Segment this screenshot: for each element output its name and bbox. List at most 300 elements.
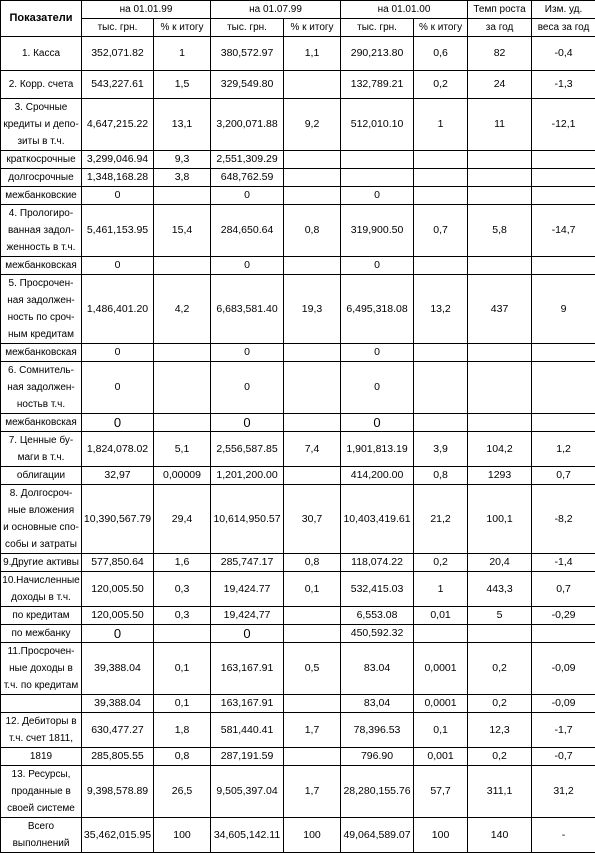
- growth: 82: [468, 37, 532, 71]
- row-label: [1, 187, 82, 205]
- pct-3: 0,7: [414, 205, 468, 257]
- value-2: 0: [211, 414, 284, 432]
- table-row: [1, 818, 595, 853]
- growth: [468, 344, 532, 362]
- row-label: [1, 818, 82, 853]
- pct-3: 3,9: [414, 432, 468, 467]
- value-1: 0: [82, 257, 154, 275]
- value-1: 1,824,078.02: [82, 432, 154, 467]
- value-3: 319,900.50: [341, 205, 414, 257]
- pct-1: 0,3: [154, 572, 211, 607]
- value-3: 414,200.00: [341, 467, 414, 485]
- header-per-year: за год: [468, 19, 532, 37]
- row-label-line: 11.Просрочен-: [2, 643, 80, 660]
- pct-2: 1,1: [284, 37, 341, 71]
- change: [532, 257, 595, 275]
- value-1: 120,005.50: [82, 572, 154, 607]
- pct-1: 0,00009: [154, 467, 211, 485]
- pct-2: 100: [284, 818, 341, 853]
- pct-3: 57,7: [414, 766, 468, 818]
- row-label: [1, 748, 82, 766]
- change: 0,7: [532, 467, 595, 485]
- value-2: 329,549.80: [211, 71, 284, 99]
- growth: 0,2: [468, 695, 532, 713]
- row-label-line: ная задолжен-: [2, 292, 80, 309]
- pct-1: 1,5: [154, 71, 211, 99]
- pct-2: [284, 467, 341, 485]
- row-label: [1, 713, 82, 748]
- value-2: 163,167.91: [211, 695, 284, 713]
- pct-2: 19,3: [284, 275, 341, 344]
- row-label-line: т.ч. по кредитам: [2, 677, 80, 694]
- pct-1: 1,8: [154, 713, 211, 748]
- value-1: 0: [82, 414, 154, 432]
- row-label: [1, 205, 82, 257]
- growth: 11: [468, 99, 532, 151]
- growth: 100,1: [468, 485, 532, 554]
- row-label: [1, 607, 82, 625]
- value-3: 290,213.80: [341, 37, 414, 71]
- row-label: [1, 554, 82, 572]
- change: [532, 169, 595, 187]
- row-label-line: межбанковская: [2, 344, 80, 361]
- row-label-line: 4. Прологиро-: [2, 205, 80, 222]
- value-2: 285,747.17: [211, 554, 284, 572]
- value-1: 543,227.61: [82, 71, 154, 99]
- value-1: 630,477.27: [82, 713, 154, 748]
- pct-1: [154, 257, 211, 275]
- pct-1: [154, 187, 211, 205]
- row-label-line: 2. Корр. счета: [2, 76, 80, 93]
- header-unit-3: тыс. грн.: [341, 19, 414, 37]
- pct-2: [284, 695, 341, 713]
- value-3: 6,495,318.08: [341, 275, 414, 344]
- growth: 5: [468, 607, 532, 625]
- value-2: 0: [211, 257, 284, 275]
- pct-3: [414, 169, 468, 187]
- table-row: [1, 169, 595, 187]
- row-label-line: межбанковская: [2, 257, 80, 274]
- table-row: [1, 257, 595, 275]
- pct-3: 100: [414, 818, 468, 853]
- value-3: [341, 151, 414, 169]
- pct-1: 3,8: [154, 169, 211, 187]
- header-change: Изм. уд.: [532, 1, 595, 19]
- change: 9: [532, 275, 595, 344]
- value-1: 39,388.04: [82, 695, 154, 713]
- change: -14,7: [532, 205, 595, 257]
- row-label: [1, 485, 82, 554]
- pct-3: 21,2: [414, 485, 468, 554]
- pct-3: 0,01: [414, 607, 468, 625]
- table-row: [1, 766, 595, 818]
- pct-2: 9,2: [284, 99, 341, 151]
- pct-1: 1,6: [154, 554, 211, 572]
- growth: [468, 414, 532, 432]
- pct-1: 9,3: [154, 151, 211, 169]
- change: -0,09: [532, 643, 595, 695]
- value-1: 0: [82, 187, 154, 205]
- table-row: [1, 37, 595, 71]
- value-2: 648,762.59: [211, 169, 284, 187]
- pct-2: [284, 344, 341, 362]
- growth: 140: [468, 818, 532, 853]
- pct-3: 0,8: [414, 467, 468, 485]
- table-row: [1, 607, 595, 625]
- row-label-line: 10.Начисленные: [2, 572, 80, 589]
- header-pct-2: % к итогу: [284, 19, 341, 37]
- change: [532, 344, 595, 362]
- change: -12,1: [532, 99, 595, 151]
- pct-3: [414, 151, 468, 169]
- pct-2: [284, 257, 341, 275]
- header-growth: Темп роста: [468, 1, 532, 19]
- value-1: 1,486,401.20: [82, 275, 154, 344]
- header-period-3: на 01.01.00: [341, 1, 468, 19]
- value-1: 0: [82, 344, 154, 362]
- table-row: [1, 713, 595, 748]
- pct-3: [414, 344, 468, 362]
- pct-3: 0,001: [414, 748, 468, 766]
- pct-1: 26,5: [154, 766, 211, 818]
- pct-1: [154, 625, 211, 643]
- row-label-line: 1819: [2, 748, 80, 765]
- pct-3: 0,0001: [414, 695, 468, 713]
- header-pct-3: % к итогу: [414, 19, 468, 37]
- table-row: [1, 414, 595, 432]
- row-label-line: своей системе: [2, 800, 80, 817]
- pct-3: [414, 257, 468, 275]
- table-body: [1, 37, 595, 853]
- growth: [468, 169, 532, 187]
- row-label-line: 13. Ресурсы,: [2, 766, 80, 783]
- value-1: 577,850.64: [82, 554, 154, 572]
- row-label-line: 1. Касса: [2, 45, 80, 62]
- value-2: 380,572.97: [211, 37, 284, 71]
- row-label: [1, 362, 82, 414]
- pct-1: [154, 414, 211, 432]
- header-unit-1: тыс. грн.: [82, 19, 154, 37]
- change: [532, 187, 595, 205]
- value-2: 163,167.91: [211, 643, 284, 695]
- value-2: 19,424,77: [211, 607, 284, 625]
- table-row: [1, 554, 595, 572]
- row-label: [1, 151, 82, 169]
- pct-1: 4,2: [154, 275, 211, 344]
- header-indicators: Показатели: [1, 1, 82, 37]
- table-row: [1, 432, 595, 467]
- pct-3: 0,1: [414, 713, 468, 748]
- pct-3: 0,6: [414, 37, 468, 71]
- value-3: 796.90: [341, 748, 414, 766]
- growth: 443,3: [468, 572, 532, 607]
- pct-2: [284, 169, 341, 187]
- value-2: 0: [211, 344, 284, 362]
- pct-2: 1,7: [284, 713, 341, 748]
- value-1: 120,005.50: [82, 607, 154, 625]
- value-3: 78,396.53: [341, 713, 414, 748]
- value-3: 0: [341, 187, 414, 205]
- row-label-line: 3. Срочные: [2, 99, 80, 116]
- change: 0,7: [532, 572, 595, 607]
- value-3: 132,789.21: [341, 71, 414, 99]
- table-row: [1, 748, 595, 766]
- growth: 311,1: [468, 766, 532, 818]
- pct-2: [284, 71, 341, 99]
- table-row: [1, 344, 595, 362]
- row-label: [1, 99, 82, 151]
- row-label: [1, 71, 82, 99]
- value-2: 2,556,587.85: [211, 432, 284, 467]
- row-label: [1, 695, 82, 713]
- pct-2: 0,8: [284, 554, 341, 572]
- row-label: [1, 275, 82, 344]
- value-1: 3,299,046.94: [82, 151, 154, 169]
- value-1: 35,462,015.95: [82, 818, 154, 853]
- pct-3: 1: [414, 572, 468, 607]
- pct-1: 15,4: [154, 205, 211, 257]
- value-2: 19,424.77: [211, 572, 284, 607]
- pct-1: 13,1: [154, 99, 211, 151]
- row-label-line: ная задолжен-: [2, 379, 80, 396]
- row-label-line: по межбанку: [2, 625, 80, 642]
- growth: [468, 625, 532, 643]
- pct-2: 0,5: [284, 643, 341, 695]
- row-label-line: проданные в: [2, 783, 80, 800]
- table-row: [1, 362, 595, 414]
- value-3: 0: [341, 414, 414, 432]
- value-2: 10,614,950.57: [211, 485, 284, 554]
- table-row: [1, 205, 595, 257]
- table-row: [1, 643, 595, 695]
- row-label-line: и основные спо-: [2, 519, 80, 536]
- row-label: [1, 169, 82, 187]
- table-row: [1, 151, 595, 169]
- value-3: 1,901,813.19: [341, 432, 414, 467]
- pct-2: [284, 151, 341, 169]
- change: -: [532, 818, 595, 853]
- value-2: 2,551,309.29: [211, 151, 284, 169]
- table-row: [1, 275, 595, 344]
- row-label-line: ные доходы в: [2, 660, 80, 677]
- pct-2: 1,7: [284, 766, 341, 818]
- pct-1: [154, 362, 211, 414]
- change: [532, 414, 595, 432]
- pct-3: 0,2: [414, 71, 468, 99]
- value-1: 4,647,215.22: [82, 99, 154, 151]
- row-label: [1, 432, 82, 467]
- row-label: [1, 414, 82, 432]
- row-label-line: 9.Другие активы: [2, 554, 80, 571]
- pct-2: [284, 187, 341, 205]
- value-2: 581,440.41: [211, 713, 284, 748]
- value-1: 5,461,153.95: [82, 205, 154, 257]
- pct-1: 0,8: [154, 748, 211, 766]
- row-label: [1, 37, 82, 71]
- row-label: [1, 467, 82, 485]
- row-label-line: ванная задол-: [2, 222, 80, 239]
- growth: [468, 151, 532, 169]
- value-1: 352,071.82: [82, 37, 154, 71]
- change: [532, 625, 595, 643]
- row-label-line: межбанковские: [2, 187, 80, 204]
- row-label-line: доходы в т.ч.: [2, 589, 80, 606]
- value-1: 9,398,578.89: [82, 766, 154, 818]
- pct-1: 1: [154, 37, 211, 71]
- row-label-line: кредиты и депо-: [2, 116, 80, 133]
- growth: 5,8: [468, 205, 532, 257]
- change: [532, 151, 595, 169]
- pct-3: 0,0001: [414, 643, 468, 695]
- change: -0,7: [532, 748, 595, 766]
- pct-3: [414, 362, 468, 414]
- value-3: 450,592.32: [341, 625, 414, 643]
- growth: [468, 362, 532, 414]
- change: -1,4: [532, 554, 595, 572]
- row-label-line: межбанковская: [2, 414, 80, 431]
- table-row: [1, 572, 595, 607]
- pct-1: 0,3: [154, 607, 211, 625]
- pct-3: [414, 414, 468, 432]
- value-2: 6,683,581.40: [211, 275, 284, 344]
- value-3: 532,415.03: [341, 572, 414, 607]
- growth: 0,2: [468, 643, 532, 695]
- row-label-line: 12. Дебиторы в: [2, 713, 80, 730]
- row-label-line: зиты в т.ч.: [2, 133, 80, 150]
- row-label: [1, 257, 82, 275]
- pct-2: 30,7: [284, 485, 341, 554]
- value-3: 512,010.10: [341, 99, 414, 151]
- table-row: [1, 625, 595, 643]
- value-2: 0: [211, 362, 284, 414]
- value-2: 0: [211, 625, 284, 643]
- value-3: 6,553.08: [341, 607, 414, 625]
- table-row: [1, 485, 595, 554]
- header-period-2: на 01.07.99: [211, 1, 341, 19]
- pct-3: [414, 187, 468, 205]
- row-label: [1, 344, 82, 362]
- value-2: 34,605,142.11: [211, 818, 284, 853]
- value-2: 284,650.64: [211, 205, 284, 257]
- value-2: 3,200,071.88: [211, 99, 284, 151]
- row-label-line: 6. Сомнитель-: [2, 362, 80, 379]
- value-2: 1,201,200.00: [211, 467, 284, 485]
- pct-2: [284, 625, 341, 643]
- change: 1,2: [532, 432, 595, 467]
- value-1: 10,390,567.79: [82, 485, 154, 554]
- row-label: [1, 625, 82, 643]
- row-label-line: Всего: [2, 818, 80, 835]
- value-1: 0: [82, 625, 154, 643]
- growth: 1293: [468, 467, 532, 485]
- value-3: 0: [341, 362, 414, 414]
- row-label-line: женность в т.ч.: [2, 239, 80, 256]
- growth: 20,4: [468, 554, 532, 572]
- value-2: 287,191.59: [211, 748, 284, 766]
- row-label-line: ность по сроч-: [2, 309, 80, 326]
- table-row: [1, 99, 595, 151]
- pct-1: 100: [154, 818, 211, 853]
- value-3: 49,064,589.07: [341, 818, 414, 853]
- growth: 12,3: [468, 713, 532, 748]
- growth: [468, 257, 532, 275]
- value-1: 0: [82, 362, 154, 414]
- change: -0,09: [532, 695, 595, 713]
- value-3: 83.04: [341, 643, 414, 695]
- pct-2: [284, 362, 341, 414]
- table-row: [1, 187, 595, 205]
- row-label-line: краткосрочные: [2, 151, 80, 168]
- row-label-line: маги в т.ч.: [2, 449, 80, 466]
- row-label-line: долгосрочные: [2, 169, 80, 186]
- change: [532, 362, 595, 414]
- pct-2: 7,4: [284, 432, 341, 467]
- row-label-line: выполнений: [2, 835, 80, 852]
- row-label-line: по кредитам: [2, 607, 80, 624]
- value-2: 9,505,397.04: [211, 766, 284, 818]
- row-label: [1, 766, 82, 818]
- row-label-line: ные вложения: [2, 502, 80, 519]
- table-row: [1, 695, 595, 713]
- value-1: 285,805.55: [82, 748, 154, 766]
- growth: 104,2: [468, 432, 532, 467]
- value-3: 0: [341, 257, 414, 275]
- growth: 437: [468, 275, 532, 344]
- header-pct-1: % к итогу: [154, 19, 211, 37]
- header-unit-2: тыс. грн.: [211, 19, 284, 37]
- pct-3: 1: [414, 99, 468, 151]
- pct-3: 0,2: [414, 554, 468, 572]
- pct-2: [284, 748, 341, 766]
- pct-2: 0,1: [284, 572, 341, 607]
- value-3: 28,280,155.76: [341, 766, 414, 818]
- growth: [468, 187, 532, 205]
- change: -1,3: [532, 71, 595, 99]
- pct-1: 0,1: [154, 695, 211, 713]
- change: -0,4: [532, 37, 595, 71]
- table-row: [1, 467, 595, 485]
- row-label-line: ным кредитам: [2, 326, 80, 343]
- row-label-line: 8. Долгосроч-: [2, 485, 80, 502]
- row-label-line: облигации: [2, 467, 80, 484]
- pct-3: 13,2: [414, 275, 468, 344]
- value-3: [341, 169, 414, 187]
- row-label-line: т.ч. счет 1811,: [2, 730, 80, 747]
- pct-1: 29,4: [154, 485, 211, 554]
- table-row: [1, 71, 595, 99]
- change: -8,2: [532, 485, 595, 554]
- change: -1,7: [532, 713, 595, 748]
- value-3: 0: [341, 344, 414, 362]
- value-1: 1,348,168.28: [82, 169, 154, 187]
- pct-2: [284, 607, 341, 625]
- value-1: 32,97: [82, 467, 154, 485]
- value-2: 0: [211, 187, 284, 205]
- change: -0,29: [532, 607, 595, 625]
- value-3: 83,04: [341, 695, 414, 713]
- row-label-line: 5. Просрочен-: [2, 275, 80, 292]
- pct-1: 0,1: [154, 643, 211, 695]
- row-label-line: ностьв т.ч.: [2, 396, 80, 413]
- pct-1: 5,1: [154, 432, 211, 467]
- growth: 24: [468, 71, 532, 99]
- value-3: 10,403,419.61: [341, 485, 414, 554]
- row-label-line: собы и затраты: [2, 536, 80, 553]
- header-period-1: на 01.01.99: [82, 1, 211, 19]
- value-1: 39,388.04: [82, 643, 154, 695]
- pct-1: [154, 344, 211, 362]
- change: 31,2: [532, 766, 595, 818]
